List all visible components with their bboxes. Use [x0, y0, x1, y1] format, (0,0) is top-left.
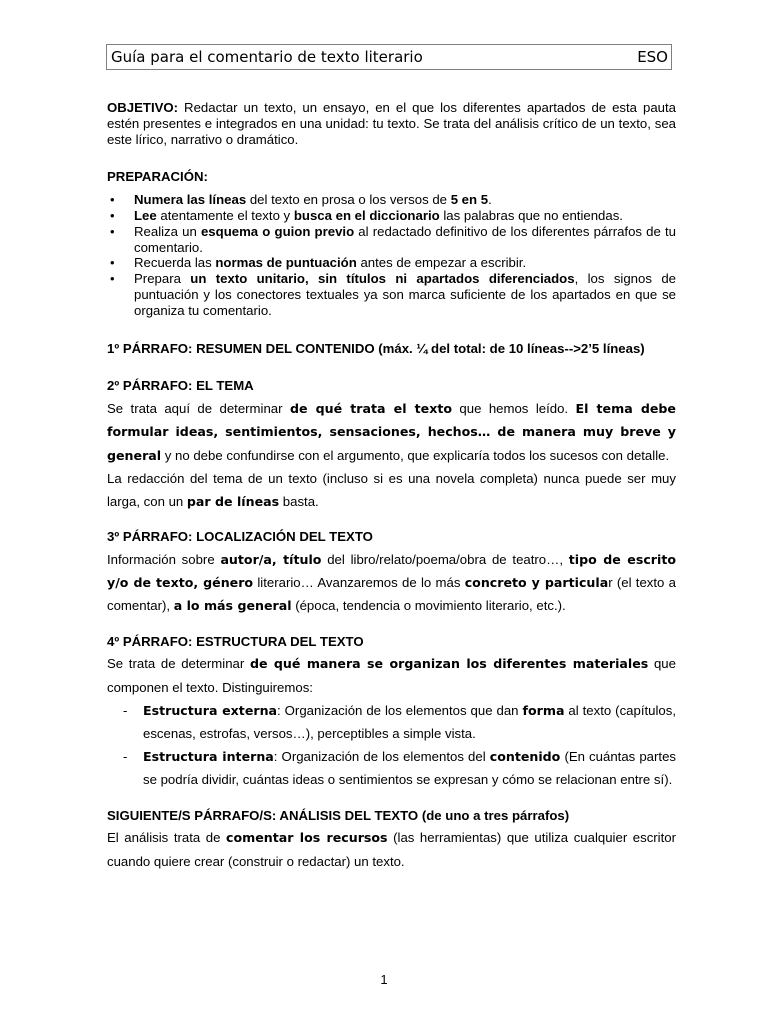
- list-item-bold: 5 en 5: [450, 192, 489, 208]
- text-run: basta.: [279, 493, 319, 509]
- list-item: [107, 255, 676, 271]
- text-run: que hemos leído.: [452, 401, 576, 417]
- list-item-text: atentamente el texto y: [156, 207, 294, 223]
- p2-heading: 2º PÁRRAFO: EL TEMA: [107, 378, 254, 394]
- preparacion-list: [107, 192, 676, 318]
- text-run: ompleta) nunca puede ser muy larga, con un: [107, 470, 676, 509]
- list-item-bold: normas de puntuación: [215, 255, 357, 271]
- text-run: (las herramientas) que utiliza cualquier escritor cuando quiere crear (construir o redactar) un texto.: [107, 830, 676, 869]
- text-run: Se trata aquí de determinar: [107, 401, 290, 417]
- p1-heading: 1º PÁRRAFO: RESUMEN DEL CONTENIDO (máx. ¼ del total: de 10 líneas-->2’5 líneas): [107, 340, 645, 356]
- list-item-bold: Numera las líneas: [134, 192, 247, 208]
- text-run: La redacción del tema de un texto (incluso si es una novela: [107, 470, 481, 486]
- text-run: El análisis trata de: [107, 830, 227, 846]
- italic-run: c: [480, 470, 487, 486]
- list-item-text: al redactado definitivo de los diferentes párrafos de tu comentario.: [134, 223, 676, 255]
- list-item-text: las palabras que no entiendas.: [439, 207, 623, 223]
- list-item-text: Realiza un: [134, 223, 201, 239]
- text-run: que componen el texto. Distinguiremos:: [107, 656, 676, 695]
- bold-run: tipo de escrito y/o de texto, género: [107, 551, 677, 591]
- bold-run: de qué trata el texto: [289, 401, 452, 417]
- text-run: (En cuántas partes se podría dividir, cuántas ideas o sentimientos se expresan y cómo se relacionan entre sí).: [143, 749, 677, 788]
- objetivo-label: OBJETIVO:: [107, 100, 179, 115]
- text-run: r (el texto a comentar),: [107, 575, 677, 614]
- dash-marker: -: [123, 702, 128, 718]
- list-item-text: .: [488, 192, 492, 208]
- p2-paragraph-a: [107, 397, 676, 467]
- list-item: [107, 192, 676, 208]
- text-run: y no debe confundirse con el argumento, que explicaría todos los sucesos con detalle.: [161, 447, 670, 463]
- bold-run: contenido: [489, 749, 561, 765]
- text-run: : Organización de los elementos del: [273, 749, 490, 765]
- bold-run: Estructura externa: [143, 702, 278, 718]
- text-run: (época, tendencia o movimiento literario, etc.).: [291, 598, 566, 614]
- text-run: Información sobre: [107, 551, 221, 567]
- list-item: [107, 208, 676, 224]
- p5-paragraph: [107, 826, 676, 872]
- document-body: [107, 100, 676, 873]
- bold-run: a lo más general: [173, 598, 292, 614]
- list-item: [107, 224, 676, 256]
- objetivo-paragraph: [107, 100, 676, 147]
- p4-heading: 4º PÁRRAFO: ESTRUCTURA DEL TEXTO: [107, 633, 364, 649]
- objetivo-text: Redactar un texto, un ensayo, en el que los diferentes apartados de esta pauta estén presentes e integrados en una unidad: tu texto. Se trata del análisis crítico de un texto, sea este lírico, narrativo o dramático.: [107, 100, 676, 147]
- bold-run: de qué manera se organizan los diferentes materiales: [249, 656, 649, 672]
- list-item-text: Prepara: [134, 271, 191, 287]
- bold-run: comentar los recursos: [226, 830, 388, 846]
- p2-paragraph-b: [107, 467, 676, 513]
- document-level: ESO: [637, 48, 668, 66]
- bold-run: concreto y particula: [464, 575, 609, 591]
- list-item-text: antes de empezar a escribir.: [356, 255, 527, 271]
- bold-run: Estructura interna: [143, 749, 274, 765]
- bold-run: El tema debe formular ideas, sentimientos, sensaciones, hechos… de manera muy breve y general: [107, 401, 676, 463]
- estructura-externa-item: [107, 699, 676, 745]
- page-number: 1: [380, 972, 388, 987]
- text-run: del libro/relato/poema/obra de teatro…,: [321, 551, 569, 567]
- text-run: literario… Avanzaremos de lo más: [253, 575, 465, 591]
- p3-heading: 3º PÁRRAFO: LOCALIZACIÓN DEL TEXTO: [107, 529, 373, 545]
- list-item-bold: busca en el diccionario: [293, 207, 440, 223]
- text-run: al texto (capítulos, escenas, estrofas, versos…), perceptibles a simple vista.: [143, 702, 677, 741]
- dash-marker: -: [123, 749, 128, 765]
- p5-heading: SIGUIENTE/S PÁRRAFO/S: ANÁLISIS DEL TEXTO (de uno a tres párrafos): [107, 807, 570, 823]
- preparacion-heading: PREPARACIÓN:: [107, 169, 208, 185]
- list-item-bold: esquema o guion previo: [200, 223, 355, 239]
- document-title: Guía para el comentario de texto literario: [111, 48, 423, 66]
- list-item-text: del texto en prosa o los versos de: [246, 192, 451, 208]
- bold-run: autor/a, título: [220, 551, 322, 567]
- text-run: Se trata de determinar: [107, 656, 250, 672]
- bold-run: par de líneas: [186, 493, 280, 509]
- text-run: : Organización de los elementos que dan: [277, 702, 523, 718]
- p4-paragraph: [107, 652, 676, 698]
- list-item-bold: Lee: [134, 207, 157, 223]
- list-item-text: Recuerda las: [134, 255, 216, 271]
- bold-run: forma: [522, 702, 565, 718]
- list-item-text: , los signos de puntuación y los conectores textuales ya son marca suficiente de los apartados en que se organiza tu comentario.: [134, 271, 676, 318]
- p3-paragraph: [107, 548, 676, 618]
- list-item: [107, 271, 676, 318]
- estructura-interna-item: [107, 745, 676, 791]
- list-item-bold: un texto unitario, sin títulos ni apartados diferenciados: [190, 271, 575, 287]
- document-header: [106, 44, 672, 70]
